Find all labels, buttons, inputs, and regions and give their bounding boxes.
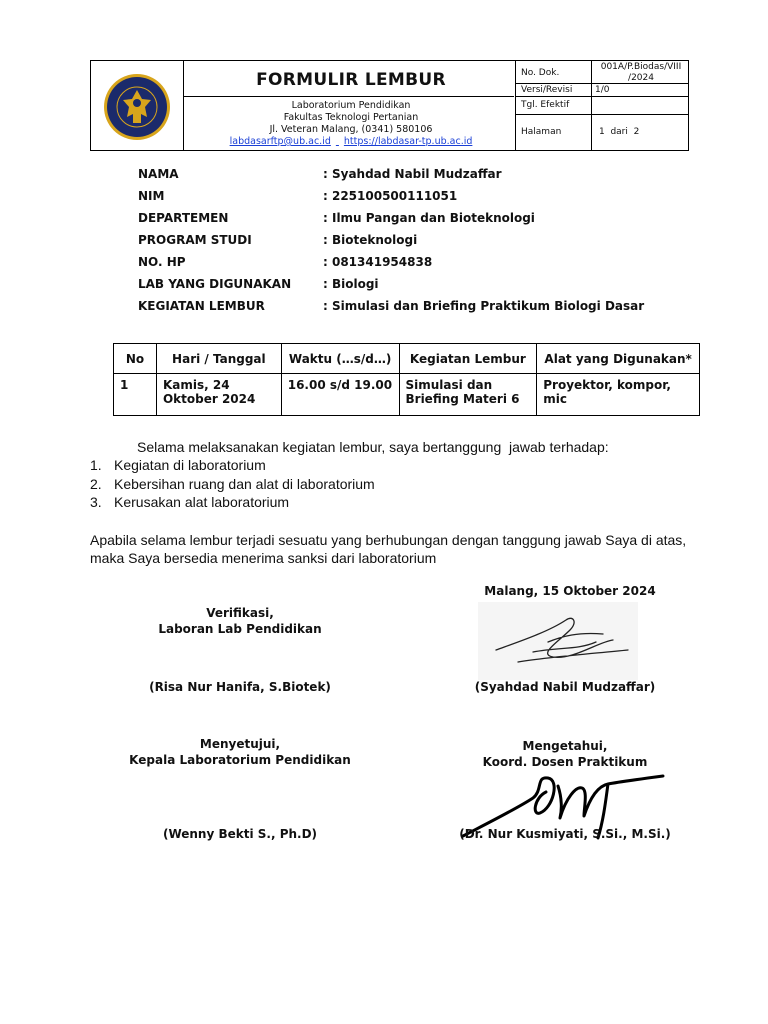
faculty-name: Fakultas Teknologi Pertanian	[283, 112, 419, 123]
applicant-name: (Syahdad Nabil Mudzaffar)	[474, 680, 656, 694]
table-cell: 1	[114, 374, 157, 416]
approver-role: Menyetujui,	[199, 737, 281, 751]
meta-value-page: 1 dari 2	[599, 127, 640, 137]
divider	[183, 61, 184, 150]
column-header: Waktu (…s/d…)	[281, 344, 399, 374]
info-label: NAMA	[138, 167, 179, 181]
verifier-title: Laboran Lab Pendidikan	[158, 622, 322, 636]
activity-table	[113, 343, 700, 416]
column-header: Kegiatan Lembur	[399, 344, 537, 374]
info-label: NIM	[138, 189, 165, 203]
verifier-role: Verifikasi,	[206, 606, 274, 620]
approver-name: (Wenny Bekti S., Ph.D)	[162, 827, 318, 841]
meta-value-doc-no: 001A/P.Biodas/VIII /2024	[600, 62, 682, 83]
acknowledger-role: Mengetahui,	[522, 739, 608, 753]
divider	[515, 114, 688, 115]
info-value: : Biologi	[323, 277, 379, 291]
list-item-text: Kebersihan ruang dan alat di laboratorium	[114, 475, 375, 492]
info-label: PROGRAM STUDI	[138, 233, 252, 247]
meta-label: Halaman	[521, 127, 562, 137]
list-item-text: Kegiatan di laboratorium	[114, 457, 266, 473]
divider	[591, 61, 592, 150]
meta-value-version: 1/0	[595, 85, 610, 95]
form-title: FORMULIR LEMBUR	[256, 70, 446, 90]
column-header: No	[114, 344, 157, 374]
table-header-row	[114, 344, 700, 374]
table-cell: Simulasi dan Briefing Materi 6	[399, 374, 537, 416]
acknowledger-name: (Dr. Nur Kusmiyati, S.Si., M.Si.)	[459, 827, 671, 841]
statement-closing: Apabila selama lembur terjadi sesuatu yang berhubungan dengan tanggung jawab Saya di atas, maka Saya bersedia menerima sanksi dari laboratorium	[90, 532, 687, 566]
divider	[515, 96, 688, 97]
lab-name: Laboratorium Pendidikan	[291, 100, 411, 111]
university-logo	[103, 73, 171, 141]
info-value: : Bioteknologi	[323, 233, 418, 247]
verifier-name: (Risa Nur Hanifa, S.Biotek)	[149, 680, 331, 694]
info-label: NO. HP	[138, 255, 186, 269]
info-value: : Simulasi dan Briefing Praktikum Biologi Dasar	[323, 299, 645, 313]
list-item-text: Kerusakan alat laboratorium	[114, 494, 290, 510]
table-cell: Kamis, 24 Oktober 2024	[156, 374, 281, 416]
place-date: Malang, 15 Oktober 2024	[484, 584, 656, 598]
statement-intro: Selama melaksanakan kegiatan lembur, saya bertanggung jawab terhadap:	[137, 439, 609, 455]
approver-title: Kepala Laboratorium Pendidikan	[129, 753, 351, 767]
list-item: 2. Kebersihan ruang dan alat di laboratorium	[90, 475, 375, 492]
info-label: LAB YANG DIGUNAKAN	[138, 277, 292, 291]
website-link[interactable]: https://labdasar-tp.ub.ac.id	[343, 136, 473, 147]
table-cell: 16.00 s/d 19.00	[281, 374, 399, 416]
meta-label: Versi/Revisi	[521, 85, 573, 95]
table-cell: Proyektor, kompor, mic	[537, 374, 700, 416]
column-header: Hari / Tanggal	[156, 344, 281, 374]
info-value: : Syahdad Nabil Mudzaffar	[323, 167, 502, 181]
column-header: Alat yang Digunakan*	[537, 344, 700, 374]
lab-info	[186, 100, 516, 148]
info-value: : 081341954838	[323, 255, 433, 269]
list-item: 1. Kegiatan di laboratorium	[90, 457, 266, 473]
document-header	[90, 60, 689, 151]
list-item: 3. Kerusakan alat laboratorium	[90, 494, 290, 510]
lab-address: Jl. Veteran Malang, (0341) 580106	[269, 124, 433, 135]
responsibility-list	[90, 457, 375, 513]
acknowledger-title: Koord. Dosen Praktikum	[482, 755, 648, 769]
meta-label: No. Dok.	[521, 68, 560, 78]
info-label: DEPARTEMEN	[138, 211, 229, 225]
meta-label: Tgl. Efektif	[521, 100, 570, 110]
table-row	[114, 374, 700, 416]
email-link[interactable]: labdasarftp@ub.ac.id	[229, 136, 331, 147]
info-label: KEGIATAN LEMBUR	[138, 299, 265, 313]
info-value: : Ilmu Pangan dan Bioteknologi	[323, 211, 535, 225]
applicant-signature	[478, 602, 638, 680]
info-value: : 225100500111051	[323, 189, 458, 203]
